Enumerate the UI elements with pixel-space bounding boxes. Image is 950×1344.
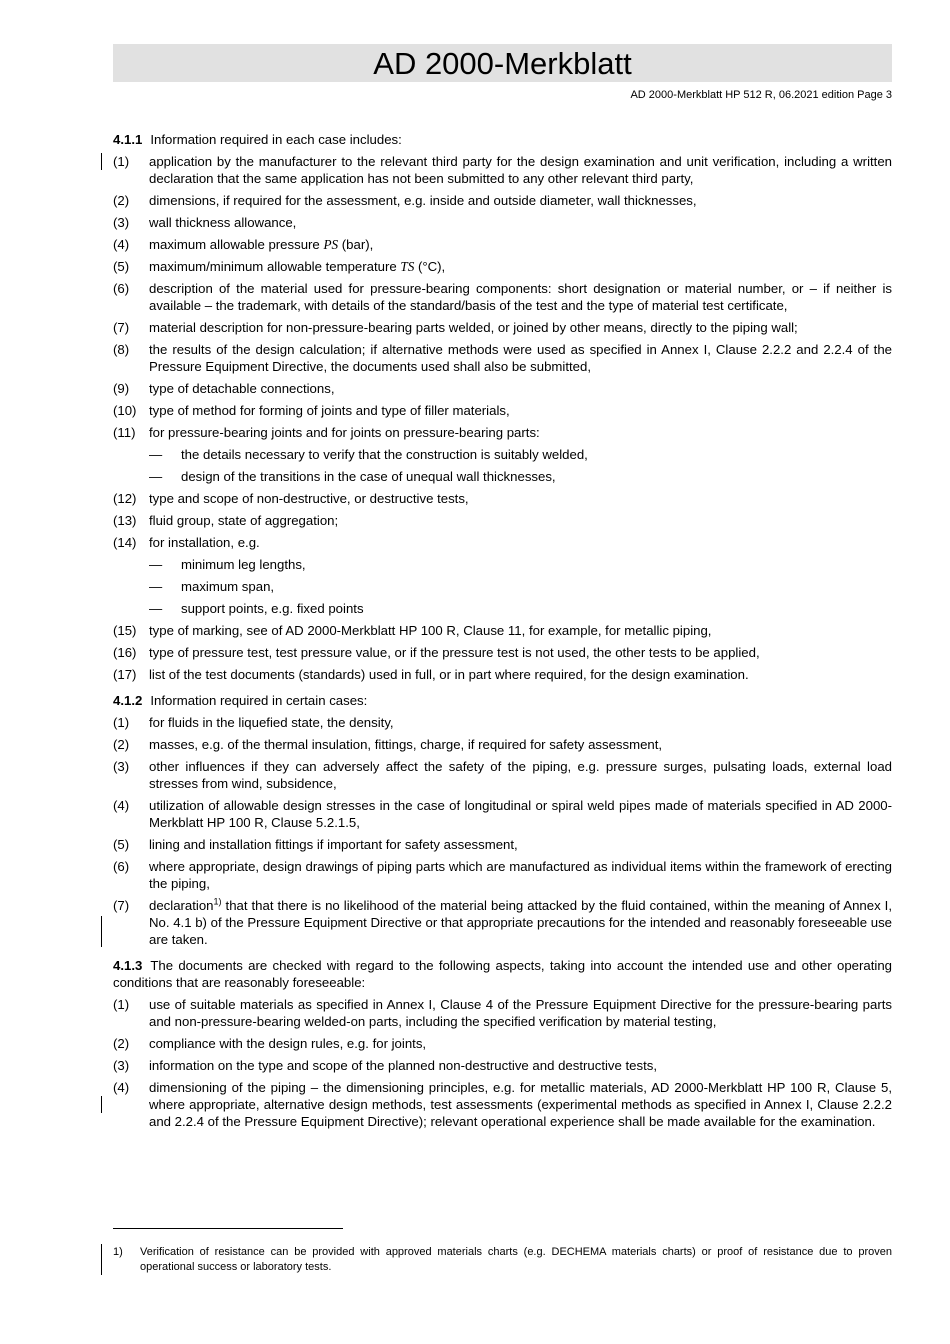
list-item: (11) for pressure-bearing joints and for joints on pressure-bearing parts: <box>113 425 540 440</box>
symbol-ts: TS <box>400 259 415 274</box>
footnote: 1) Verification of resistance can be provided with approved materials charts (e.g. DECHEMA materials charts) or proof of resistance due to proven operational success or laboratory tests. <box>113 1246 892 1273</box>
list-item: (7) declaration$^{1)}$ that that there is no likelihood of the material being attacked by the fluid contained, within the meaning of Annex I, No. 4.1 b) of the Pressure Equipment Directive or that appropriate precautions for the intended and reasonably foreseeable use are taken. <box>113 896 892 947</box>
list-item: (12) type and scope of non-destructive, or destructive tests, <box>113 491 469 506</box>
section-heading-4-1-3: 4.1.3 The documents are checked with regard to the following aspects, taking into account the intended use and other operating conditions that are reasonably foreseeable: <box>113 958 892 990</box>
list-item: (2) compliance with the design rules, e.g. for joints, <box>113 1036 427 1051</box>
document-title: AD 2000-Merkblatt <box>373 46 632 81</box>
footnote-ref: 1) <box>213 896 222 907</box>
header-band <box>113 44 892 82</box>
list-item: (3) wall thickness allowance, <box>113 215 297 230</box>
sub-list-item: — minimum leg lengths, <box>149 557 306 572</box>
sub-list-item: — the details necessary to verify that the construction is suitably welded, <box>149 447 588 462</box>
list-item: (7) material description for non-pressure-bearing parts welded, or joined by other means, directly to the piping wall; <box>113 320 798 335</box>
list-item: (17) list of the test documents (standards) used in full, or in part where required, for the design examination. <box>113 667 749 682</box>
sub-list-item: — design of the transitions in the case of unequal wall thicknesses, <box>149 469 556 484</box>
change-bar <box>101 916 102 947</box>
list-item: (4) maximum allowable pressure PS (bar), <box>113 237 374 252</box>
list-item: (10) type of method for forming of joints and type of filler materials, <box>113 403 510 418</box>
sub-list-item: — support points, e.g. fixed points <box>149 601 364 616</box>
document-body <box>113 131 892 1135</box>
symbol-ps: PS <box>323 237 339 252</box>
section-heading-4-1-1: 4.1.1 Information required in each case includes: <box>113 132 402 147</box>
change-bar <box>101 1244 102 1275</box>
edition-page-line: AD 2000-Merkblatt HP 512 R, 06.2021 edition Page 3 <box>630 89 892 101</box>
list-item: (3) information on the type and scope of the planned non-destructive and destructive tests, <box>113 1058 658 1073</box>
list-item: (15) type of marking, see of AD 2000-Merkblatt HP 100 R, Clause 11, for example, for metallic piping, <box>113 623 712 638</box>
list-item: (4) utilization of allowable design stresses in the case of longitudinal or spiral weld pipes made of materials specified in AD 2000-Merkblatt HP 100 R, Clause 5.2.1.5, <box>113 798 892 830</box>
section-heading-4-1-2: 4.1.2 Information required in certain cases: <box>113 693 368 708</box>
list-item: (1) use of suitable materials as specified in Annex I, Clause 4 of the Pressure Equipment Directive for the pressure-bearing parts and non-pressure-bearing welded-on parts, including the specified verification by material testing, <box>113 997 892 1029</box>
list-item: (6) description of the material used for pressure-bearing components: short designation or material number, or – if neither is available – the trademark, with details of the standard/basis of the test and the type of material test certificate, <box>113 281 892 313</box>
list-item: (1) for fluids in the liquefied state, the density, <box>113 715 394 730</box>
list-item: (3) other influences if they can adversely affect the safety of the piping, e.g. pressure surges, pulsating loads, external load stresses from wind, subsidence, <box>113 759 892 791</box>
list-item: (4) dimensioning of the piping – the dimensioning principles, e.g. for metallic materials, AD 2000-Merkblatt HP 100 R, Clause 5, where appropriate, alternative design methods, test assessments (experimental methods as specified in Annex I, Clause 2.2.2 and 2.2.4 of the Pressure Equipment Directive); relevant operational experience shall be made available for the examination. <box>113 1080 892 1129</box>
list-item: (6) where appropriate, design drawings of piping parts which are manufactured as individual items within the framework of erecting the piping, <box>113 859 892 891</box>
list-item: (1) application by the manufacturer to the relevant third party for the design examination and unit verification, including a written declaration that the same application has not been submitted to any other relevant third party, <box>113 154 892 186</box>
list-item: (5) lining and installation fittings if important for safety assessment, <box>113 837 518 852</box>
list-item: (9) type of detachable connections, <box>113 381 335 396</box>
footnote-separator <box>113 1228 343 1229</box>
sub-list-item: — maximum span, <box>149 579 275 594</box>
list-item: (16) type of pressure test, test pressure value, or if the pressure test is not used, the other tests to be applied, <box>113 645 760 660</box>
list-item: (5) maximum/minimum allowable temperature TS (°C), <box>113 259 446 274</box>
change-bar <box>101 153 102 170</box>
list-item: (2) masses, e.g. of the thermal insulation, fittings, charge, if required for safety assessment, <box>113 737 663 752</box>
list-item: (13) fluid group, state of aggregation; <box>113 513 339 528</box>
list-item: (14) for installation, e.g. <box>113 535 260 550</box>
list-item: (8) the results of the design calculation; if alternative methods were used as specified in Annex I, Clause 2.2.2 and 2.2.4 of the Pressure Equipment Directive, the documents used shall also be submitted, <box>113 342 892 374</box>
list-item: (2) dimensions, if required for the assessment, e.g. inside and outside diameter, wall thicknesses, <box>113 193 697 208</box>
change-bar <box>101 1096 102 1113</box>
